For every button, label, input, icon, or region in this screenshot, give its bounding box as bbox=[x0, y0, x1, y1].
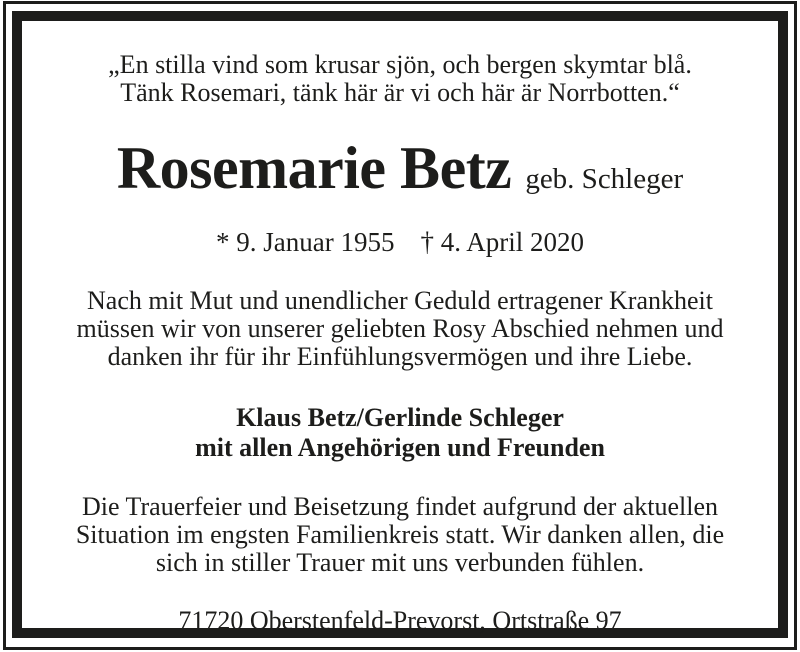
deceased-name-row bbox=[22, 137, 778, 215]
mourners-names bbox=[22, 403, 778, 463]
inner-border-frame bbox=[12, 11, 788, 638]
funeral-line-1: Die Trauerfeier und Beisetzung findet aufgrund der aktuellen bbox=[81, 492, 719, 521]
deceased-name: Rosemarie Betz bbox=[116, 135, 512, 201]
address-line: 71720 Oberstenfeld-Prevorst, Ortstraße 97 bbox=[178, 606, 622, 635]
tribute-line-3: danken ihr für ihr Einfühlungsvermögen und ihre Liebe. bbox=[107, 342, 693, 371]
tribute-line-1: Nach mit Mut und unendlicher Geduld ertragener Krankheit bbox=[87, 286, 713, 315]
notice-content bbox=[22, 21, 778, 635]
tribute-paragraph bbox=[22, 287, 778, 371]
funeral-paragraph bbox=[22, 493, 778, 577]
quote-line-1: „En stilla vind som krusar sjön, och bergen skymtar blå. bbox=[108, 50, 692, 79]
funeral-line-2: Situation im engsten Familienkreis statt. Wir danken allen, die bbox=[75, 520, 725, 549]
funeral-line-3: sich in stiller Trauer mit uns verbunden fühlen. bbox=[155, 548, 645, 577]
life-dates bbox=[22, 227, 778, 257]
mourners-line-1: Klaus Betz/Gerlinde Schleger bbox=[236, 403, 564, 432]
birth-date: * 9. Januar 1955 bbox=[216, 227, 395, 257]
death-date: † 4. April 2020 bbox=[420, 227, 584, 257]
tribute-line-2: müssen wir von unserer geliebten Rosy Abschied nehmen und bbox=[76, 314, 724, 343]
memorial-quote bbox=[22, 51, 778, 107]
quote-line-2: Tänk Rosemari, tänk här är vi och här är Norrbotten.“ bbox=[120, 78, 680, 107]
mourners-line-2: mit allen Angehörigen und Freunden bbox=[195, 433, 605, 462]
maiden-name: geb. Schleger bbox=[525, 163, 684, 195]
